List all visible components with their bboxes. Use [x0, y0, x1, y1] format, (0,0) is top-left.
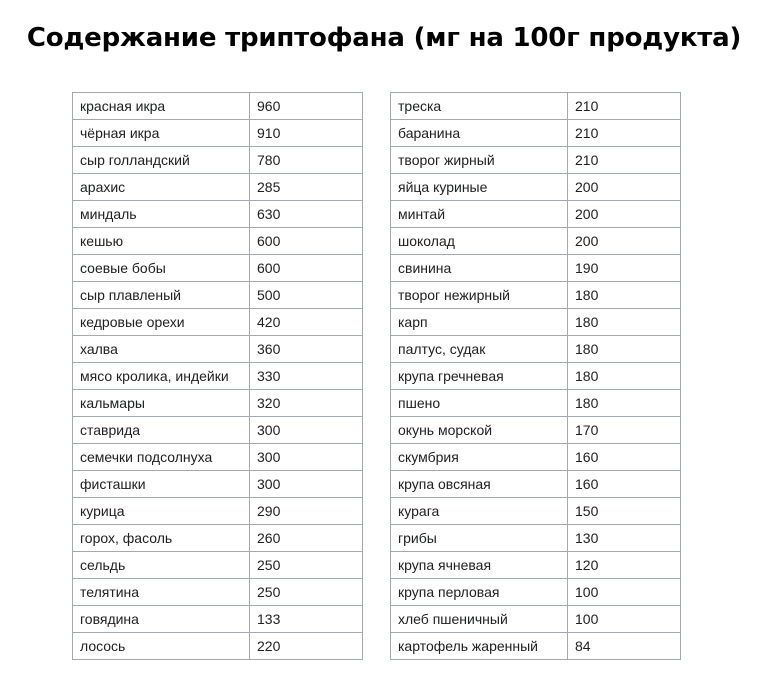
tryptophan-value-cell: 160: [568, 471, 681, 498]
tryptophan-value-cell: 260: [250, 525, 363, 552]
product-name-cell: свинина: [391, 255, 568, 282]
table-row: [73, 93, 363, 120]
product-name-cell: пшено: [391, 390, 568, 417]
product-name-cell: сельдь: [73, 552, 250, 579]
table-row: [73, 228, 363, 255]
tryptophan-value-cell: 300: [250, 471, 363, 498]
product-name-cell: кедровые орехи: [73, 309, 250, 336]
product-name-cell: говядина: [73, 606, 250, 633]
table-row: [73, 606, 363, 633]
product-name-cell: фисташки: [73, 471, 250, 498]
product-name-cell: баранина: [391, 120, 568, 147]
tryptophan-value-cell: 250: [250, 579, 363, 606]
table-row: [73, 336, 363, 363]
page-title: Содержание триптофана (мг на 100г продукта): [26, 23, 742, 53]
product-name-cell: сыр плавленый: [73, 282, 250, 309]
tryptophan-value-cell: 84: [568, 633, 681, 660]
tryptophan-value-cell: 630: [250, 201, 363, 228]
table-row: [391, 579, 681, 606]
tryptophan-value-cell: 180: [568, 282, 681, 309]
product-name-cell: кешью: [73, 228, 250, 255]
tryptophan-value-cell: 420: [250, 309, 363, 336]
table-row: [73, 417, 363, 444]
table-row: [391, 525, 681, 552]
tryptophan-value-cell: 200: [568, 174, 681, 201]
product-name-cell: творог жирный: [391, 147, 568, 174]
product-name-cell: палтус, судак: [391, 336, 568, 363]
tryptophan-table-right: [390, 92, 681, 660]
table-row: [73, 552, 363, 579]
tryptophan-value-cell: 120: [568, 552, 681, 579]
tryptophan-value-cell: 285: [250, 174, 363, 201]
table-row: [391, 606, 681, 633]
table-row: [391, 120, 681, 147]
table-row: [391, 282, 681, 309]
product-name-cell: семечки подсолнуха: [73, 444, 250, 471]
product-name-cell: горох, фасоль: [73, 525, 250, 552]
product-name-cell: миндаль: [73, 201, 250, 228]
table-row: [391, 336, 681, 363]
table-row: [73, 255, 363, 282]
tryptophan-value-cell: 100: [568, 579, 681, 606]
tryptophan-value-cell: 330: [250, 363, 363, 390]
table-row: [391, 390, 681, 417]
table-row: [73, 363, 363, 390]
product-name-cell: халва: [73, 336, 250, 363]
product-name-cell: крупа перловая: [391, 579, 568, 606]
product-name-cell: грибы: [391, 525, 568, 552]
table-row: [391, 93, 681, 120]
table-row: [391, 255, 681, 282]
table-row: [73, 147, 363, 174]
table-body-right: [391, 93, 681, 660]
table-row: [391, 552, 681, 579]
product-name-cell: крупа ячневая: [391, 552, 568, 579]
tryptophan-value-cell: 360: [250, 336, 363, 363]
table-row: [391, 201, 681, 228]
table-row: [391, 228, 681, 255]
table-row: [73, 471, 363, 498]
table-row: [73, 525, 363, 552]
product-name-cell: крупа овсяная: [391, 471, 568, 498]
tryptophan-value-cell: 500: [250, 282, 363, 309]
product-name-cell: шоколад: [391, 228, 568, 255]
product-name-cell: скумбрия: [391, 444, 568, 471]
product-name-cell: творог нежирный: [391, 282, 568, 309]
product-name-cell: чёрная икра: [73, 120, 250, 147]
table-row: [73, 201, 363, 228]
product-name-cell: мясо кролика, индейки: [73, 363, 250, 390]
product-name-cell: арахис: [73, 174, 250, 201]
product-name-cell: кальмары: [73, 390, 250, 417]
table-row: [391, 147, 681, 174]
tryptophan-value-cell: 300: [250, 417, 363, 444]
tryptophan-value-cell: 210: [568, 120, 681, 147]
tryptophan-value-cell: 290: [250, 498, 363, 525]
table-row: [391, 174, 681, 201]
product-name-cell: ставрида: [73, 417, 250, 444]
table-row: [73, 174, 363, 201]
table-row: [73, 498, 363, 525]
tryptophan-value-cell: 170: [568, 417, 681, 444]
table-row: [73, 120, 363, 147]
table-body-left: [73, 93, 363, 660]
tryptophan-value-cell: 100: [568, 606, 681, 633]
tryptophan-value-cell: 180: [568, 336, 681, 363]
table-row: [73, 444, 363, 471]
tryptophan-value-cell: 250: [250, 552, 363, 579]
table-row: [391, 417, 681, 444]
product-name-cell: телятина: [73, 579, 250, 606]
tryptophan-value-cell: 200: [568, 228, 681, 255]
product-name-cell: картофель жаренный: [391, 633, 568, 660]
product-name-cell: яйца куриные: [391, 174, 568, 201]
tryptophan-table-left: [72, 92, 363, 660]
product-name-cell: красная икра: [73, 93, 250, 120]
tryptophan-value-cell: 190: [568, 255, 681, 282]
product-name-cell: сыр голландский: [73, 147, 250, 174]
product-name-cell: окунь морской: [391, 417, 568, 444]
tryptophan-value-cell: 780: [250, 147, 363, 174]
table-row: [73, 390, 363, 417]
tryptophan-value-cell: 600: [250, 228, 363, 255]
product-name-cell: лосось: [73, 633, 250, 660]
tryptophan-value-cell: 220: [250, 633, 363, 660]
product-name-cell: крупа гречневая: [391, 363, 568, 390]
tryptophan-value-cell: 960: [250, 93, 363, 120]
table-row: [73, 309, 363, 336]
table-row: [73, 633, 363, 660]
tryptophan-value-cell: 320: [250, 390, 363, 417]
table-row: [391, 309, 681, 336]
tryptophan-value-cell: 180: [568, 363, 681, 390]
table-row: [391, 633, 681, 660]
tryptophan-value-cell: 300: [250, 444, 363, 471]
table-row: [391, 498, 681, 525]
table-row: [391, 471, 681, 498]
table-row: [73, 282, 363, 309]
tryptophan-value-cell: 200: [568, 201, 681, 228]
tryptophan-value-cell: 210: [568, 147, 681, 174]
product-name-cell: хлеб пшеничный: [391, 606, 568, 633]
tryptophan-value-cell: 130: [568, 525, 681, 552]
table-row: [391, 444, 681, 471]
tryptophan-value-cell: 150: [568, 498, 681, 525]
product-name-cell: карп: [391, 309, 568, 336]
tryptophan-value-cell: 910: [250, 120, 363, 147]
tryptophan-value-cell: 160: [568, 444, 681, 471]
product-name-cell: треска: [391, 93, 568, 120]
product-name-cell: курага: [391, 498, 568, 525]
tryptophan-value-cell: 600: [250, 255, 363, 282]
table-row: [391, 363, 681, 390]
table-row: [73, 579, 363, 606]
tryptophan-value-cell: 180: [568, 309, 681, 336]
product-name-cell: курица: [73, 498, 250, 525]
tryptophan-value-cell: 133: [250, 606, 363, 633]
tryptophan-value-cell: 210: [568, 93, 681, 120]
product-name-cell: соевые бобы: [73, 255, 250, 282]
tryptophan-value-cell: 180: [568, 390, 681, 417]
product-name-cell: минтай: [391, 201, 568, 228]
